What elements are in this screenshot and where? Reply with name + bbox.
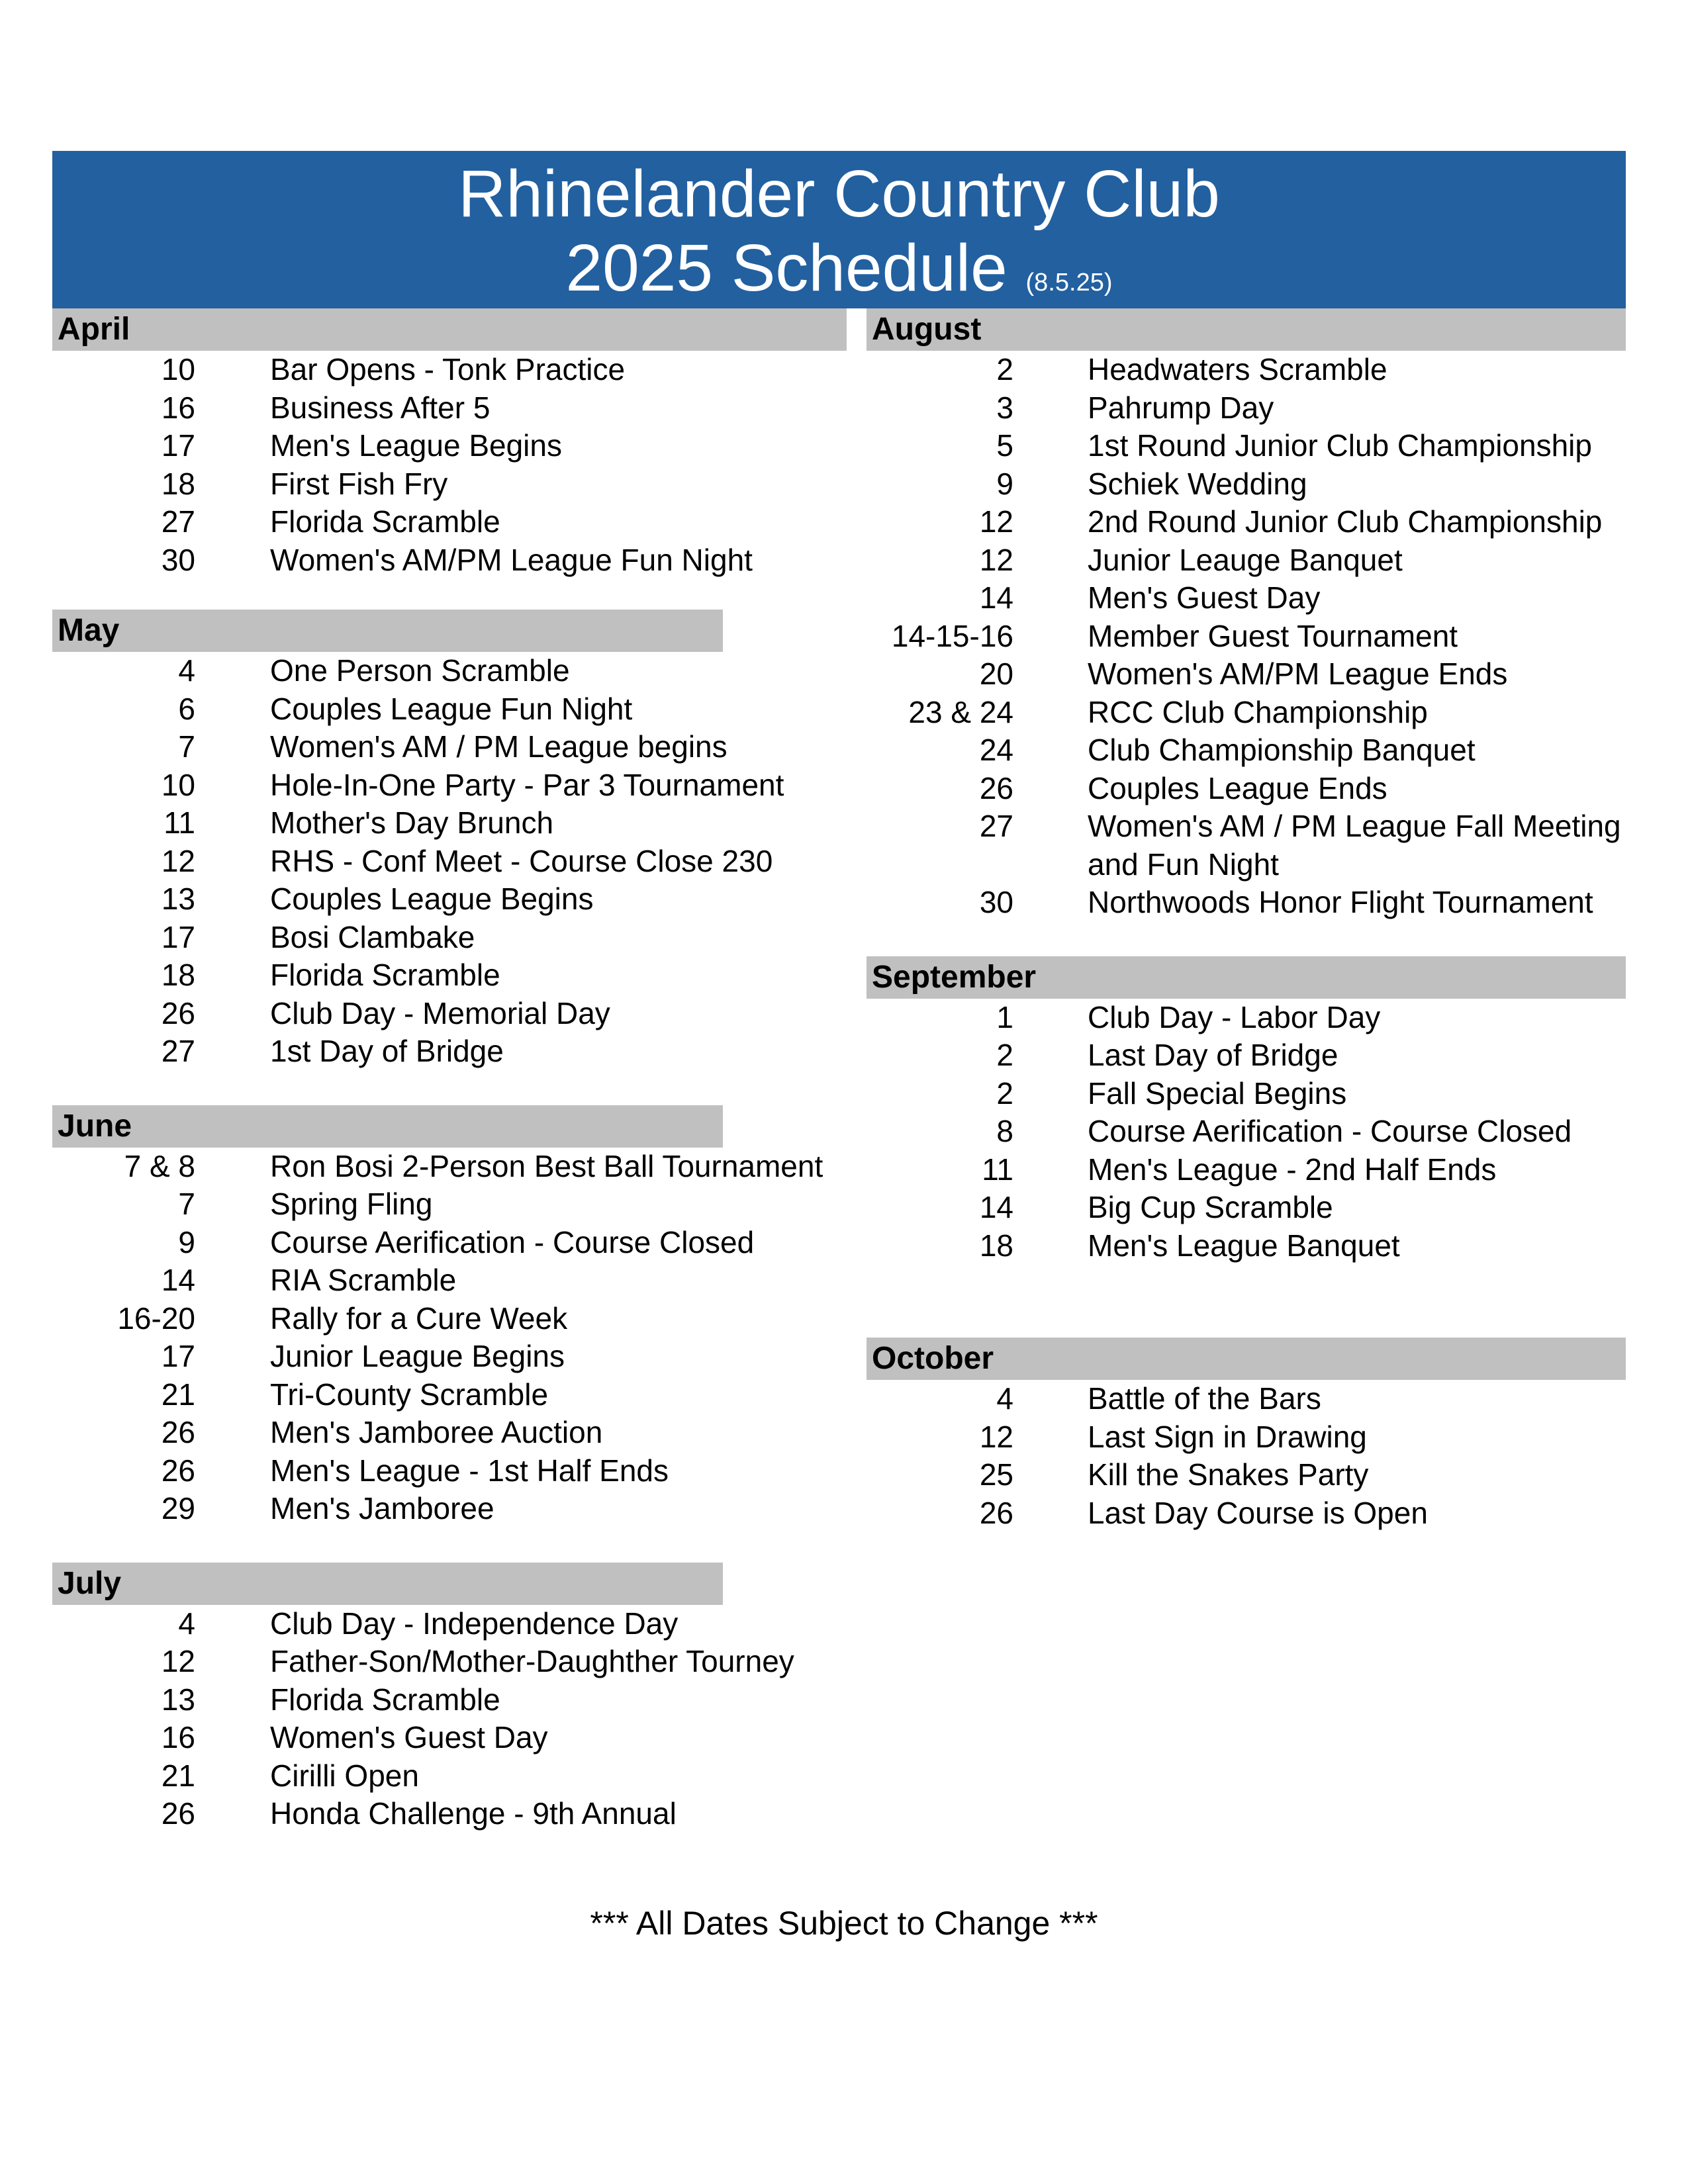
event-name: Men's Jamboree	[270, 1491, 494, 1525]
event-date: 16-20	[117, 1300, 195, 1336]
event-date: 24	[979, 733, 1013, 767]
version-label: (8.5.25)	[1025, 269, 1113, 296]
subtitle-text: 2025 Schedule	[565, 231, 1008, 305]
event-date: 14-15-16	[891, 618, 1013, 653]
event-name: Club Day - Independence Day	[270, 1606, 679, 1641]
event-name: RHS - Conf Meet - Course Close 230	[270, 843, 773, 878]
event-row	[867, 731, 1626, 770]
section-spacer	[867, 1265, 1626, 1338]
event-row	[867, 999, 1626, 1037]
event-name: Hole-In-One Party - Par 3 Tournament	[270, 767, 784, 802]
event-row	[867, 541, 1626, 580]
event-name: Club Day - Memorial Day	[270, 995, 610, 1030]
event-row	[867, 1227, 1626, 1265]
event-row	[52, 1224, 847, 1262]
event-name: First Fish Fry	[270, 466, 448, 501]
event-date: 12	[979, 1419, 1013, 1454]
month-header: April	[52, 308, 847, 351]
event-date: 10	[161, 767, 195, 802]
event-row	[52, 1757, 847, 1796]
event-date: 21	[161, 1377, 195, 1412]
event-date: 16	[161, 1720, 195, 1754]
event-row	[867, 1113, 1626, 1151]
event-name: Headwaters Scramble	[1088, 352, 1387, 387]
event-date: 20	[979, 657, 1013, 691]
event-name: Schiek Wedding	[1088, 466, 1307, 501]
event-date: 17	[161, 428, 195, 463]
event-date: 25	[979, 1457, 1013, 1492]
event-row	[52, 427, 847, 465]
event-row	[52, 1261, 847, 1300]
event-row	[867, 1380, 1626, 1418]
event-name: Kill the Snakes Party	[1088, 1457, 1369, 1492]
event-date: 18	[161, 466, 195, 501]
event-date: 29	[161, 1491, 195, 1525]
event-date: 17	[161, 919, 195, 954]
event-row	[867, 846, 1626, 884]
event-name: Honda Challenge - 9th Annual	[270, 1796, 677, 1831]
event-date: 11	[982, 1152, 1013, 1187]
event-date: 14	[979, 1190, 1013, 1224]
event-name: Florida Scramble	[270, 1682, 500, 1717]
event-date: 4	[996, 1381, 1013, 1416]
section-spacer	[52, 579, 847, 610]
event-row	[52, 1643, 847, 1681]
event-date: 11	[164, 805, 195, 840]
event-date: 6	[178, 691, 195, 726]
event-name: One Person Scramble	[270, 653, 570, 688]
event-row	[52, 766, 847, 805]
event-name: Men's League - 1st Half Ends	[270, 1453, 669, 1488]
event-date: 26	[161, 1453, 195, 1488]
event-date: 26	[161, 1796, 195, 1831]
event-date: 4	[178, 653, 195, 688]
event-date: 9	[996, 466, 1013, 501]
event-date: 30	[161, 542, 195, 577]
event-row	[52, 1300, 847, 1338]
event-date: 12	[161, 1644, 195, 1678]
footer-note: *** All Dates Subject to Change ***	[590, 1905, 1098, 1942]
event-row	[867, 655, 1626, 694]
event-name: Men's Guest Day	[1088, 580, 1321, 615]
event-row	[52, 1185, 847, 1224]
event-date: 27	[161, 504, 195, 539]
event-row	[52, 1148, 847, 1186]
event-row	[867, 770, 1626, 808]
month-section-august	[867, 308, 1626, 956]
event-row	[52, 1681, 847, 1719]
event-date: 21	[161, 1758, 195, 1793]
event-row	[52, 1605, 847, 1643]
event-name: Couples League Fun Night	[270, 691, 633, 726]
event-row	[867, 807, 1626, 846]
event-date: 18	[161, 958, 195, 992]
event-date: 1	[996, 999, 1013, 1034]
event-name: 1st Day of Bridge	[270, 1034, 504, 1068]
event-row	[867, 694, 1626, 732]
event-date: 13	[161, 882, 195, 916]
event-date	[867, 846, 1013, 884]
event-row	[867, 1151, 1626, 1189]
event-row	[52, 389, 847, 428]
event-row	[52, 1338, 847, 1376]
event-row	[867, 1494, 1626, 1533]
event-name: Course Aerification - Course Closed	[270, 1224, 755, 1259]
event-row	[52, 842, 847, 881]
month-header: May	[52, 610, 723, 652]
event-date: 12	[979, 542, 1013, 577]
event-row	[52, 1719, 847, 1757]
section-spacer	[52, 1528, 847, 1563]
event-name: Bosi Clambake	[270, 919, 475, 954]
event-date: 14	[979, 580, 1013, 615]
event-date: 3	[996, 390, 1013, 425]
event-date: 4	[178, 1606, 195, 1641]
event-name: Bar Opens - Tonk Practice	[270, 352, 626, 387]
event-date: 2	[996, 1038, 1013, 1072]
month-header: August	[867, 308, 1626, 351]
page-subtitle	[52, 230, 1626, 320]
event-name: Women's Guest Day	[270, 1720, 548, 1754]
event-name: Rally for a Cure Week	[270, 1300, 568, 1336]
event-date: 2	[996, 1075, 1013, 1111]
event-name: Last Day Course is Open	[1088, 1495, 1428, 1530]
event-name: Florida Scramble	[270, 958, 500, 992]
event-name: Business After 5	[270, 390, 491, 425]
event-date: 7	[178, 729, 195, 764]
event-date: 12	[979, 504, 1013, 539]
event-name: Northwoods Honor Flight Tournament	[1088, 885, 1593, 919]
event-row	[52, 956, 847, 995]
event-date: 13	[161, 1682, 195, 1717]
month-header: June	[52, 1105, 723, 1148]
month-header: July	[52, 1563, 723, 1605]
event-row	[52, 1414, 847, 1452]
event-row	[52, 804, 847, 842]
header-banner	[52, 151, 1626, 308]
event-row	[52, 652, 847, 690]
event-name: Mother's Day Brunch	[270, 805, 554, 840]
event-date: 16	[161, 390, 195, 425]
event-name: and Fun Night	[1088, 846, 1279, 882]
event-row	[52, 1795, 847, 1833]
event-name: Spring Fling	[270, 1187, 433, 1221]
event-date: 12	[161, 843, 195, 878]
event-name: Men's League Begins	[270, 428, 562, 463]
event-date: 8	[996, 1114, 1013, 1148]
event-row	[867, 579, 1626, 617]
event-name: Florida Scramble	[270, 504, 500, 539]
event-date: 7	[178, 1187, 195, 1221]
event-name: Couples League Begins	[270, 882, 594, 916]
event-name: Women's AM/PM League Fun Night	[270, 542, 753, 577]
event-name: Women's AM / PM League begins	[270, 729, 727, 764]
event-name: RCC Club Championship	[1088, 694, 1428, 729]
event-name: Cirilli Open	[270, 1758, 419, 1793]
event-row	[52, 690, 847, 729]
event-row	[867, 389, 1626, 428]
event-row	[867, 1456, 1626, 1494]
event-name: Men's Jamboree Auction	[270, 1415, 603, 1449]
event-date: 30	[979, 885, 1013, 919]
event-date: 26	[161, 1415, 195, 1449]
event-name: Men's League Banquet	[1088, 1228, 1400, 1263]
event-row	[867, 351, 1626, 389]
event-row	[52, 728, 847, 766]
left-column	[52, 308, 847, 1833]
month-section-april	[52, 308, 847, 610]
event-row	[867, 503, 1626, 541]
event-row	[52, 1452, 847, 1490]
event-name: Course Aerification - Course Closed	[1088, 1114, 1572, 1148]
event-date: 23 & 24	[908, 694, 1013, 729]
event-row	[867, 465, 1626, 504]
month-section-july	[52, 1563, 847, 1833]
event-name: 1st Round Junior Club Championship	[1088, 428, 1592, 463]
event-row	[52, 919, 847, 957]
event-row	[867, 1036, 1626, 1075]
event-row	[52, 465, 847, 504]
event-row	[867, 884, 1626, 922]
event-date: 2	[996, 352, 1013, 387]
event-row	[867, 427, 1626, 465]
event-name: Big Cup Scramble	[1088, 1190, 1333, 1224]
right-column	[867, 308, 1626, 1532]
event-date: 10	[161, 352, 195, 387]
event-date: 9	[178, 1224, 195, 1259]
event-date: 26	[161, 995, 195, 1030]
month-section-september	[867, 956, 1626, 1338]
event-name: Junior Leauge Banquet	[1088, 542, 1403, 577]
month-section-june	[52, 1105, 847, 1563]
page-title: Rhinelander Country Club	[458, 157, 1220, 231]
event-name: Women's AM/PM League Ends	[1088, 657, 1508, 691]
event-name: Tri-County Scramble	[270, 1377, 549, 1412]
event-name: Ron Bosi 2-Person Best Ball Tournament	[270, 1148, 823, 1183]
event-name: Club Championship Banquet	[1088, 733, 1476, 767]
event-date: 17	[161, 1339, 195, 1373]
event-row	[52, 1376, 847, 1414]
event-row	[52, 995, 847, 1033]
event-name: Couples League Ends	[1088, 770, 1387, 805]
event-name: RIA Scramble	[270, 1263, 457, 1297]
section-spacer	[52, 1071, 847, 1105]
event-row	[867, 1418, 1626, 1457]
event-row	[867, 1189, 1626, 1227]
event-row	[52, 541, 847, 580]
event-name: 2nd Round Junior Club Championship	[1088, 504, 1603, 539]
event-name: Last Day of Bridge	[1088, 1038, 1338, 1072]
month-header: September	[867, 956, 1626, 999]
event-row	[52, 1032, 847, 1071]
month-section-may	[52, 610, 847, 1105]
event-row	[52, 880, 847, 919]
event-row	[867, 1075, 1626, 1113]
event-name: Battle of the Bars	[1088, 1381, 1321, 1416]
event-name: Last Sign in Drawing	[1088, 1419, 1367, 1454]
section-spacer	[867, 922, 1626, 956]
event-date: 7 & 8	[124, 1148, 195, 1183]
event-name: Junior League Begins	[270, 1339, 565, 1373]
event-date: 27	[979, 809, 1013, 843]
month-section-october	[867, 1338, 1626, 1532]
event-date: 27	[161, 1034, 195, 1068]
event-date: 14	[161, 1263, 195, 1297]
event-name: Member Guest Tournament	[1088, 618, 1458, 653]
event-row	[867, 617, 1626, 656]
event-row	[52, 1490, 847, 1528]
event-date: 26	[979, 770, 1013, 805]
event-name: Women's AM / PM League Fall Meeting	[1088, 809, 1621, 843]
event-name: Fall Special Begins	[1088, 1075, 1347, 1111]
event-date: 5	[996, 428, 1013, 463]
event-name: Pahrump Day	[1088, 390, 1274, 425]
month-header: October	[867, 1338, 1626, 1380]
event-date: 18	[979, 1228, 1013, 1263]
event-name: Men's League - 2nd Half Ends	[1088, 1152, 1497, 1187]
event-name: Club Day - Labor Day	[1088, 999, 1381, 1034]
event-row	[52, 351, 847, 389]
event-name: Father-Son/Mother-Daughther Tourney	[270, 1644, 794, 1678]
event-date: 26	[979, 1495, 1013, 1530]
event-row	[52, 503, 847, 541]
